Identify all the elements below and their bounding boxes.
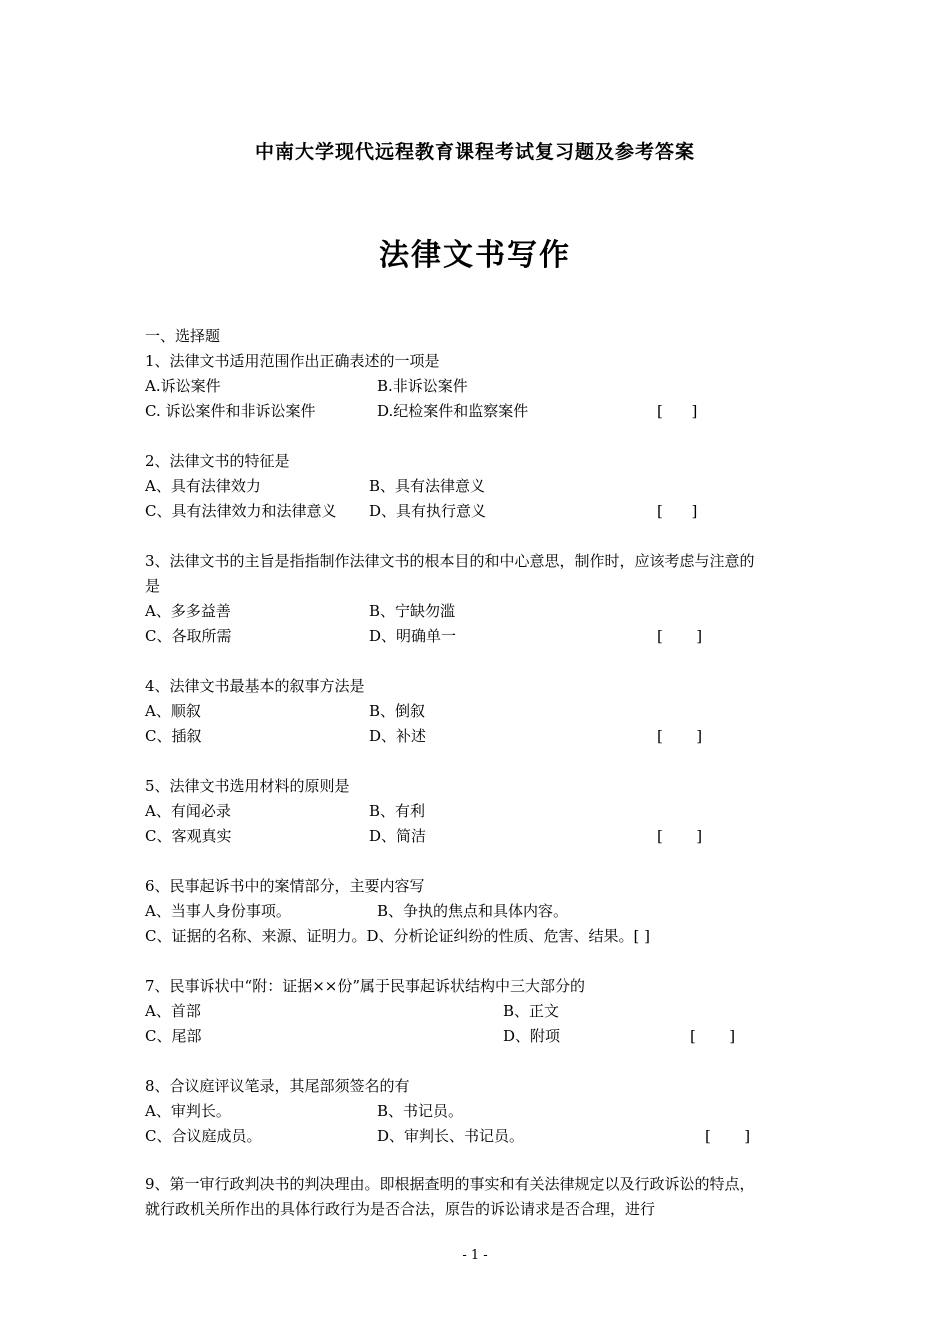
question-2: 2、法律文书的特征是 [145,452,290,470]
option-a: A、当事人身份事项。 [145,902,291,920]
option-a: A、具有法律效力 [145,477,261,495]
option-d: D.纪检案件和监察案件 [377,402,529,420]
question-5: 5、法律文书选用材料的原则是 [145,777,350,795]
option-d: D、附项 [503,1027,561,1045]
question-1: 1、法律文书适用范围作出正确表述的一项是 [145,352,440,370]
option-a: A.诉讼案件 [145,377,221,395]
option-c: C、尾部 [145,1027,202,1045]
header-title: 中南大学现代远程教育课程考试复习题及参考答案 [254,141,695,163]
section-heading: 一、选择题 [145,327,221,345]
answer-bracket: [ ] [657,627,703,645]
answer-bracket: [ ] [657,827,703,845]
answer-bracket: [ ] [657,727,703,745]
option-a: A、首部 [145,1002,201,1020]
answer-bracket: [ ] [705,1127,751,1145]
question-8: 8、合议庭评议笔录，其尾部须签名的有 [145,1077,410,1095]
option-a: A、审判长。 [145,1102,231,1120]
option-d: D、明确单一 [369,627,457,645]
option-a: A、顺叙 [145,702,201,720]
option-c: C、具有法律效力和法律意义 [145,502,337,520]
page-number: - 1 - [462,1248,488,1263]
option-b: B、争执的焦点和具体内容。 [377,902,569,920]
option-b: B、有利 [369,802,426,820]
question-3: 3、法律文书的主旨是指指制作法律文书的根本目的和中心意思，制作时，应该考虑与注意的 [145,552,755,570]
question-9-continued: 就行政机关所作出的具体行政行为是否合法，原告的诉讼请求是否合理，进行 [145,1200,656,1218]
option-d: D、补述 [369,727,427,745]
answer-bracket: [ ] [657,502,698,520]
option-d: D、审判长、书记员。 [377,1127,525,1145]
option-a: A、多多益善 [145,602,231,620]
option-c: C、各取所需 [145,627,232,645]
option-b: B、倒叙 [369,702,426,720]
question-7: 7、民事诉状中“附：证据××份”属于民事起诉状结构中三大部分的 [145,977,586,995]
answer-bracket: [ ] [690,1027,736,1045]
option-b: B、具有法律意义 [369,477,486,495]
option-b: B.非诉讼案件 [377,377,468,395]
answer-bracket: [ ] [657,402,698,420]
option-d: D、简洁 [369,827,427,845]
question-4: 4、法律文书最基本的叙事方法是 [145,677,365,695]
option-b: B、正文 [503,1002,560,1020]
question-6-options-cd: C、证据的名称、来源、证明力。D、分析论证纠纷的性质、危害、结果。[ ] [145,927,650,945]
option-b: B、宁缺勿滥 [369,602,456,620]
option-a: A、有闻必录 [145,802,231,820]
option-b: B、书记员。 [377,1102,464,1120]
document-title: 法律文书写作 [379,238,571,273]
question-6: 6、民事起诉书中的案情部分，主要内容写 [145,877,425,895]
option-c: C、客观真实 [145,827,232,845]
option-d: D、具有执行意义 [369,502,487,520]
option-c: C. 诉讼案件和非诉讼案件 [145,402,316,420]
option-c: C、插叙 [145,727,202,745]
question-3-continued: 是 [145,577,161,595]
option-c: C、合议庭成员。 [145,1127,262,1145]
question-9: 9、第一审行政判决书的判决理由。即根据查明的事实和有关法律规定以及行政诉讼的特点， [145,1175,755,1193]
